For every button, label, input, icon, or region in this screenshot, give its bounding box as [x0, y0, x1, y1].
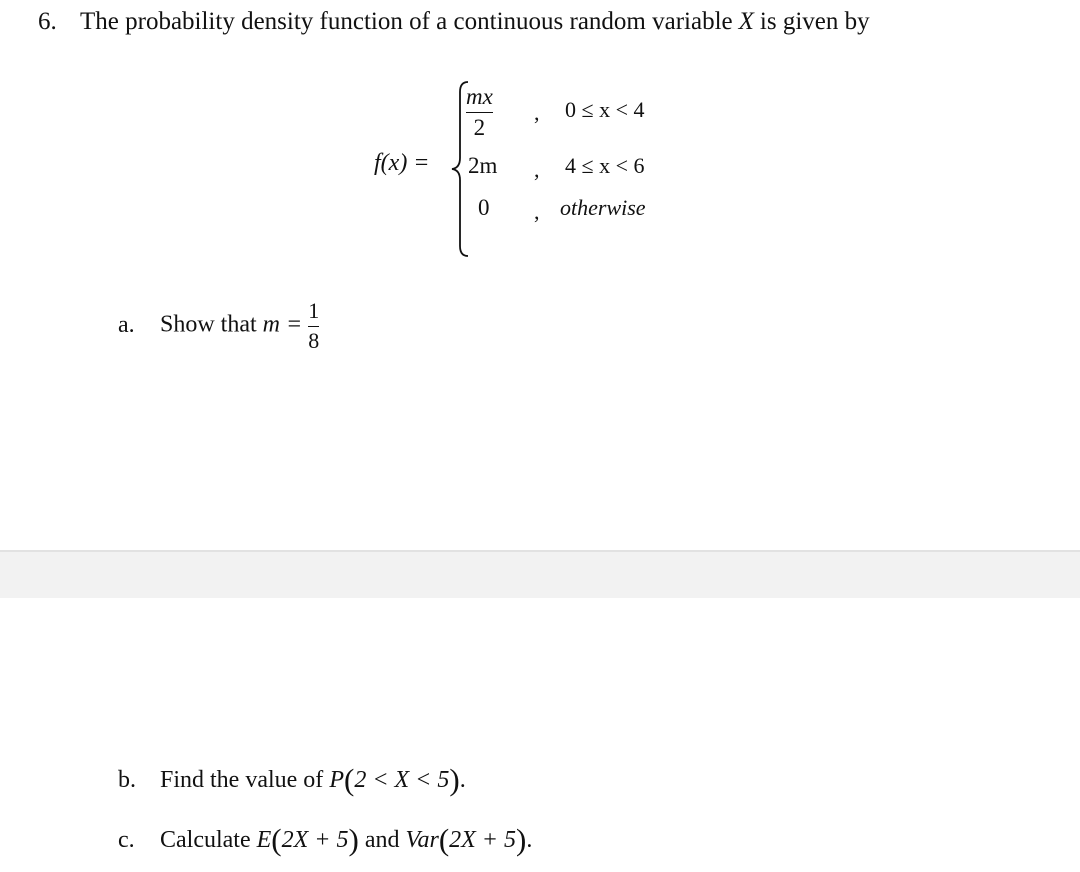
pdf-label: f(x) = [374, 150, 430, 176]
question-number: 6. [38, 8, 57, 35]
section-divider [0, 550, 1080, 598]
question-text-after: is given by [759, 8, 870, 35]
part-a-math: m = [262, 311, 303, 338]
part-b-end: . [459, 767, 466, 793]
case-3-condition: otherwise [560, 195, 646, 220]
question-variable: X [738, 8, 754, 35]
part-c-lparen1: ( [271, 822, 282, 857]
part-b-lparen: ( [343, 762, 355, 797]
part-c-rparen2: ) [516, 822, 527, 857]
part-c [118, 822, 532, 858]
part-b-rparen: ) [449, 762, 460, 797]
part-b-text: Find the value of [160, 767, 324, 793]
part-c-lparen2: ( [438, 822, 450, 857]
case-2-value: 2m [468, 153, 498, 178]
part-a-numerator: 1 [308, 298, 320, 323]
fraction-bar [308, 326, 319, 327]
case-3-comma: , [534, 199, 540, 224]
part-a-denominator: 8 [308, 328, 320, 353]
case-1-comma: , [534, 100, 540, 125]
part-b-letter: b. [118, 767, 136, 793]
part-c-func1: E [256, 827, 272, 853]
part-c-func2: Var [405, 827, 439, 853]
part-b [118, 762, 466, 798]
case-3-value: 0 [478, 195, 490, 220]
case-2-comma: , [534, 157, 540, 182]
case-1-numerator: mx [466, 84, 493, 109]
part-a-letter: a. [118, 311, 135, 338]
question-text-before: The probability density function of a continuous random variable [80, 8, 733, 35]
case-1-denominator: 2 [473, 115, 486, 140]
part-b-inner: 2 < X < 5 [354, 767, 450, 793]
part-a [118, 300, 319, 352]
question-6 [38, 8, 870, 36]
case-2-condition: 4 ≤ x < 6 [565, 153, 645, 178]
case-1-fraction [466, 85, 493, 139]
part-c-inner2: 2X + 5 [449, 827, 516, 853]
part-c-inner1: 2X + 5 [281, 827, 349, 853]
case-1-condition: 0 ≤ x < 4 [565, 97, 645, 122]
part-c-rparen1: ) [348, 822, 359, 857]
part-c-text: Calculate [160, 827, 251, 853]
part-c-joiner: and [364, 827, 400, 853]
part-c-letter: c. [118, 827, 135, 853]
part-a-fraction [308, 300, 319, 352]
part-b-func: P [329, 767, 344, 793]
case-1-value [466, 84, 493, 139]
part-a-text: Show that [160, 311, 257, 338]
part-c-end: . [526, 827, 533, 853]
fraction-bar [466, 112, 493, 113]
